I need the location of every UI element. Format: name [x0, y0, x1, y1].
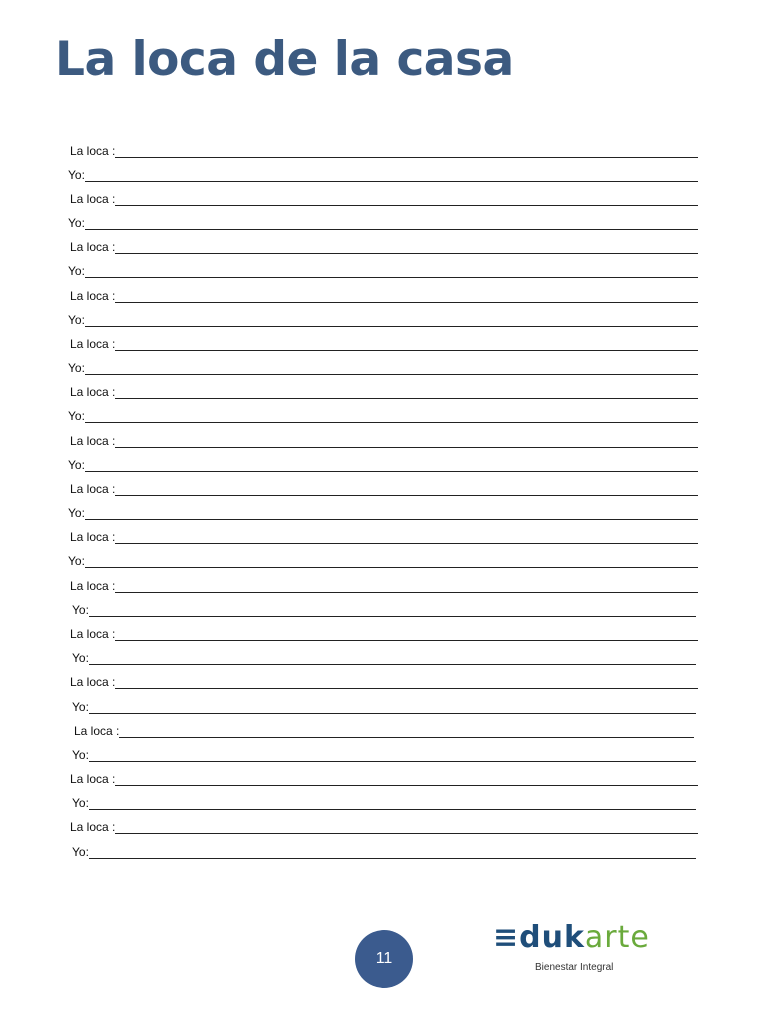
line-label: La loca : — [70, 434, 116, 448]
dialogue-line-la-loca[interactable] — [70, 815, 698, 835]
dialogue-line-yo[interactable] — [72, 598, 696, 618]
line-label: Yo: — [68, 264, 85, 278]
line-label: La loca : — [70, 289, 116, 303]
writing-line — [115, 542, 698, 544]
logo-wordmark — [493, 920, 650, 955]
dialogue-line-la-loca[interactable] — [70, 332, 698, 352]
line-label: Yo: — [72, 603, 89, 617]
dialogue-line-yo[interactable] — [68, 259, 698, 279]
dialogue-line-yo[interactable] — [68, 501, 698, 521]
dialogue-line-yo[interactable] — [68, 308, 698, 328]
writing-line — [115, 832, 698, 834]
page-number-badge — [355, 930, 413, 988]
line-label: La loca : — [74, 724, 120, 738]
dialogue-line-yo[interactable] — [68, 163, 698, 183]
writing-line — [115, 156, 698, 158]
line-label: Yo: — [68, 506, 85, 520]
line-label: La loca : — [70, 482, 116, 496]
dialogue-line-yo[interactable] — [68, 356, 698, 376]
writing-line — [115, 639, 698, 641]
writing-line — [85, 470, 698, 472]
dialogue-line-yo[interactable] — [72, 840, 696, 860]
page-title: La loca de la casa — [55, 32, 514, 87]
line-label: Yo: — [68, 313, 85, 327]
writing-line — [85, 518, 698, 520]
writing-line — [115, 591, 698, 593]
line-label: Yo: — [68, 409, 85, 423]
writing-line — [115, 687, 698, 689]
line-label: La loca : — [70, 820, 116, 834]
dialogue-line-la-loca[interactable] — [70, 622, 698, 642]
logo-arte: arte — [584, 920, 650, 955]
dialogue-line-la-loca[interactable] — [74, 719, 694, 739]
dialogue-line-la-loca[interactable] — [70, 380, 698, 400]
writing-line — [89, 663, 696, 665]
line-label: La loca : — [70, 385, 116, 399]
dialogue-line-la-loca[interactable] — [70, 429, 698, 449]
logo-subtitle: Bienestar Integral — [535, 962, 614, 973]
line-label: La loca : — [70, 579, 116, 593]
dialogue-line-yo[interactable] — [68, 404, 698, 424]
line-label: Yo: — [72, 796, 89, 810]
writing-line — [119, 736, 694, 738]
dialogue-line-yo[interactable] — [68, 453, 698, 473]
writing-line — [85, 276, 698, 278]
line-label: Yo: — [68, 554, 85, 568]
dialogue-line-yo[interactable] — [68, 549, 698, 569]
writing-line — [85, 325, 698, 327]
writing-line — [85, 228, 698, 230]
writing-line — [89, 760, 696, 762]
line-label: Yo: — [68, 168, 85, 182]
writing-line — [85, 180, 698, 182]
line-label: La loca : — [70, 627, 116, 641]
writing-line — [115, 494, 698, 496]
line-label: Yo: — [68, 361, 85, 375]
dialogue-line-la-loca[interactable] — [70, 477, 698, 497]
dialogue-line-yo[interactable] — [72, 646, 696, 666]
edukarte-logo — [485, 920, 665, 980]
line-label: La loca : — [70, 337, 116, 351]
logo-edu: ≡duk — [493, 920, 585, 955]
writing-line — [85, 373, 698, 375]
dialogue-line-yo[interactable] — [72, 791, 696, 811]
writing-line — [115, 784, 698, 786]
line-label: Yo: — [68, 458, 85, 472]
line-label: Yo: — [72, 748, 89, 762]
line-label: Yo: — [68, 216, 85, 230]
dialogue-line-la-loca[interactable] — [70, 670, 698, 690]
line-label: La loca : — [70, 144, 116, 158]
line-label: La loca : — [70, 675, 116, 689]
dialogue-line-la-loca[interactable] — [70, 284, 698, 304]
dialogue-line-la-loca[interactable] — [70, 139, 698, 159]
writing-line — [89, 712, 696, 714]
writing-line — [89, 615, 696, 617]
dialogue-line-la-loca[interactable] — [70, 187, 698, 207]
writing-line — [85, 566, 698, 568]
line-label: La loca : — [70, 772, 116, 786]
page-number: 11 — [375, 950, 393, 967]
dialogue-line-la-loca[interactable] — [70, 574, 698, 594]
line-label: La loca : — [70, 192, 116, 206]
dialogue-line-yo[interactable] — [68, 211, 698, 231]
writing-line — [85, 421, 698, 423]
writing-line — [89, 808, 696, 810]
writing-line — [115, 446, 698, 448]
writing-line — [115, 349, 698, 351]
writing-line — [115, 397, 698, 399]
writing-line — [115, 301, 698, 303]
line-label: Yo: — [72, 845, 89, 859]
writing-line — [115, 204, 698, 206]
writing-line — [89, 857, 696, 859]
dialogue-line-la-loca[interactable] — [70, 525, 698, 545]
writing-line — [115, 252, 698, 254]
line-label: La loca : — [70, 530, 116, 544]
dialogue-line-la-loca[interactable] — [70, 767, 698, 787]
dialogue-line-la-loca[interactable] — [70, 235, 698, 255]
dialogue-line-yo[interactable] — [72, 695, 696, 715]
line-label: Yo: — [72, 700, 89, 714]
dialogue-line-yo[interactable] — [72, 743, 696, 763]
line-label: La loca : — [70, 240, 116, 254]
line-label: Yo: — [72, 651, 89, 665]
